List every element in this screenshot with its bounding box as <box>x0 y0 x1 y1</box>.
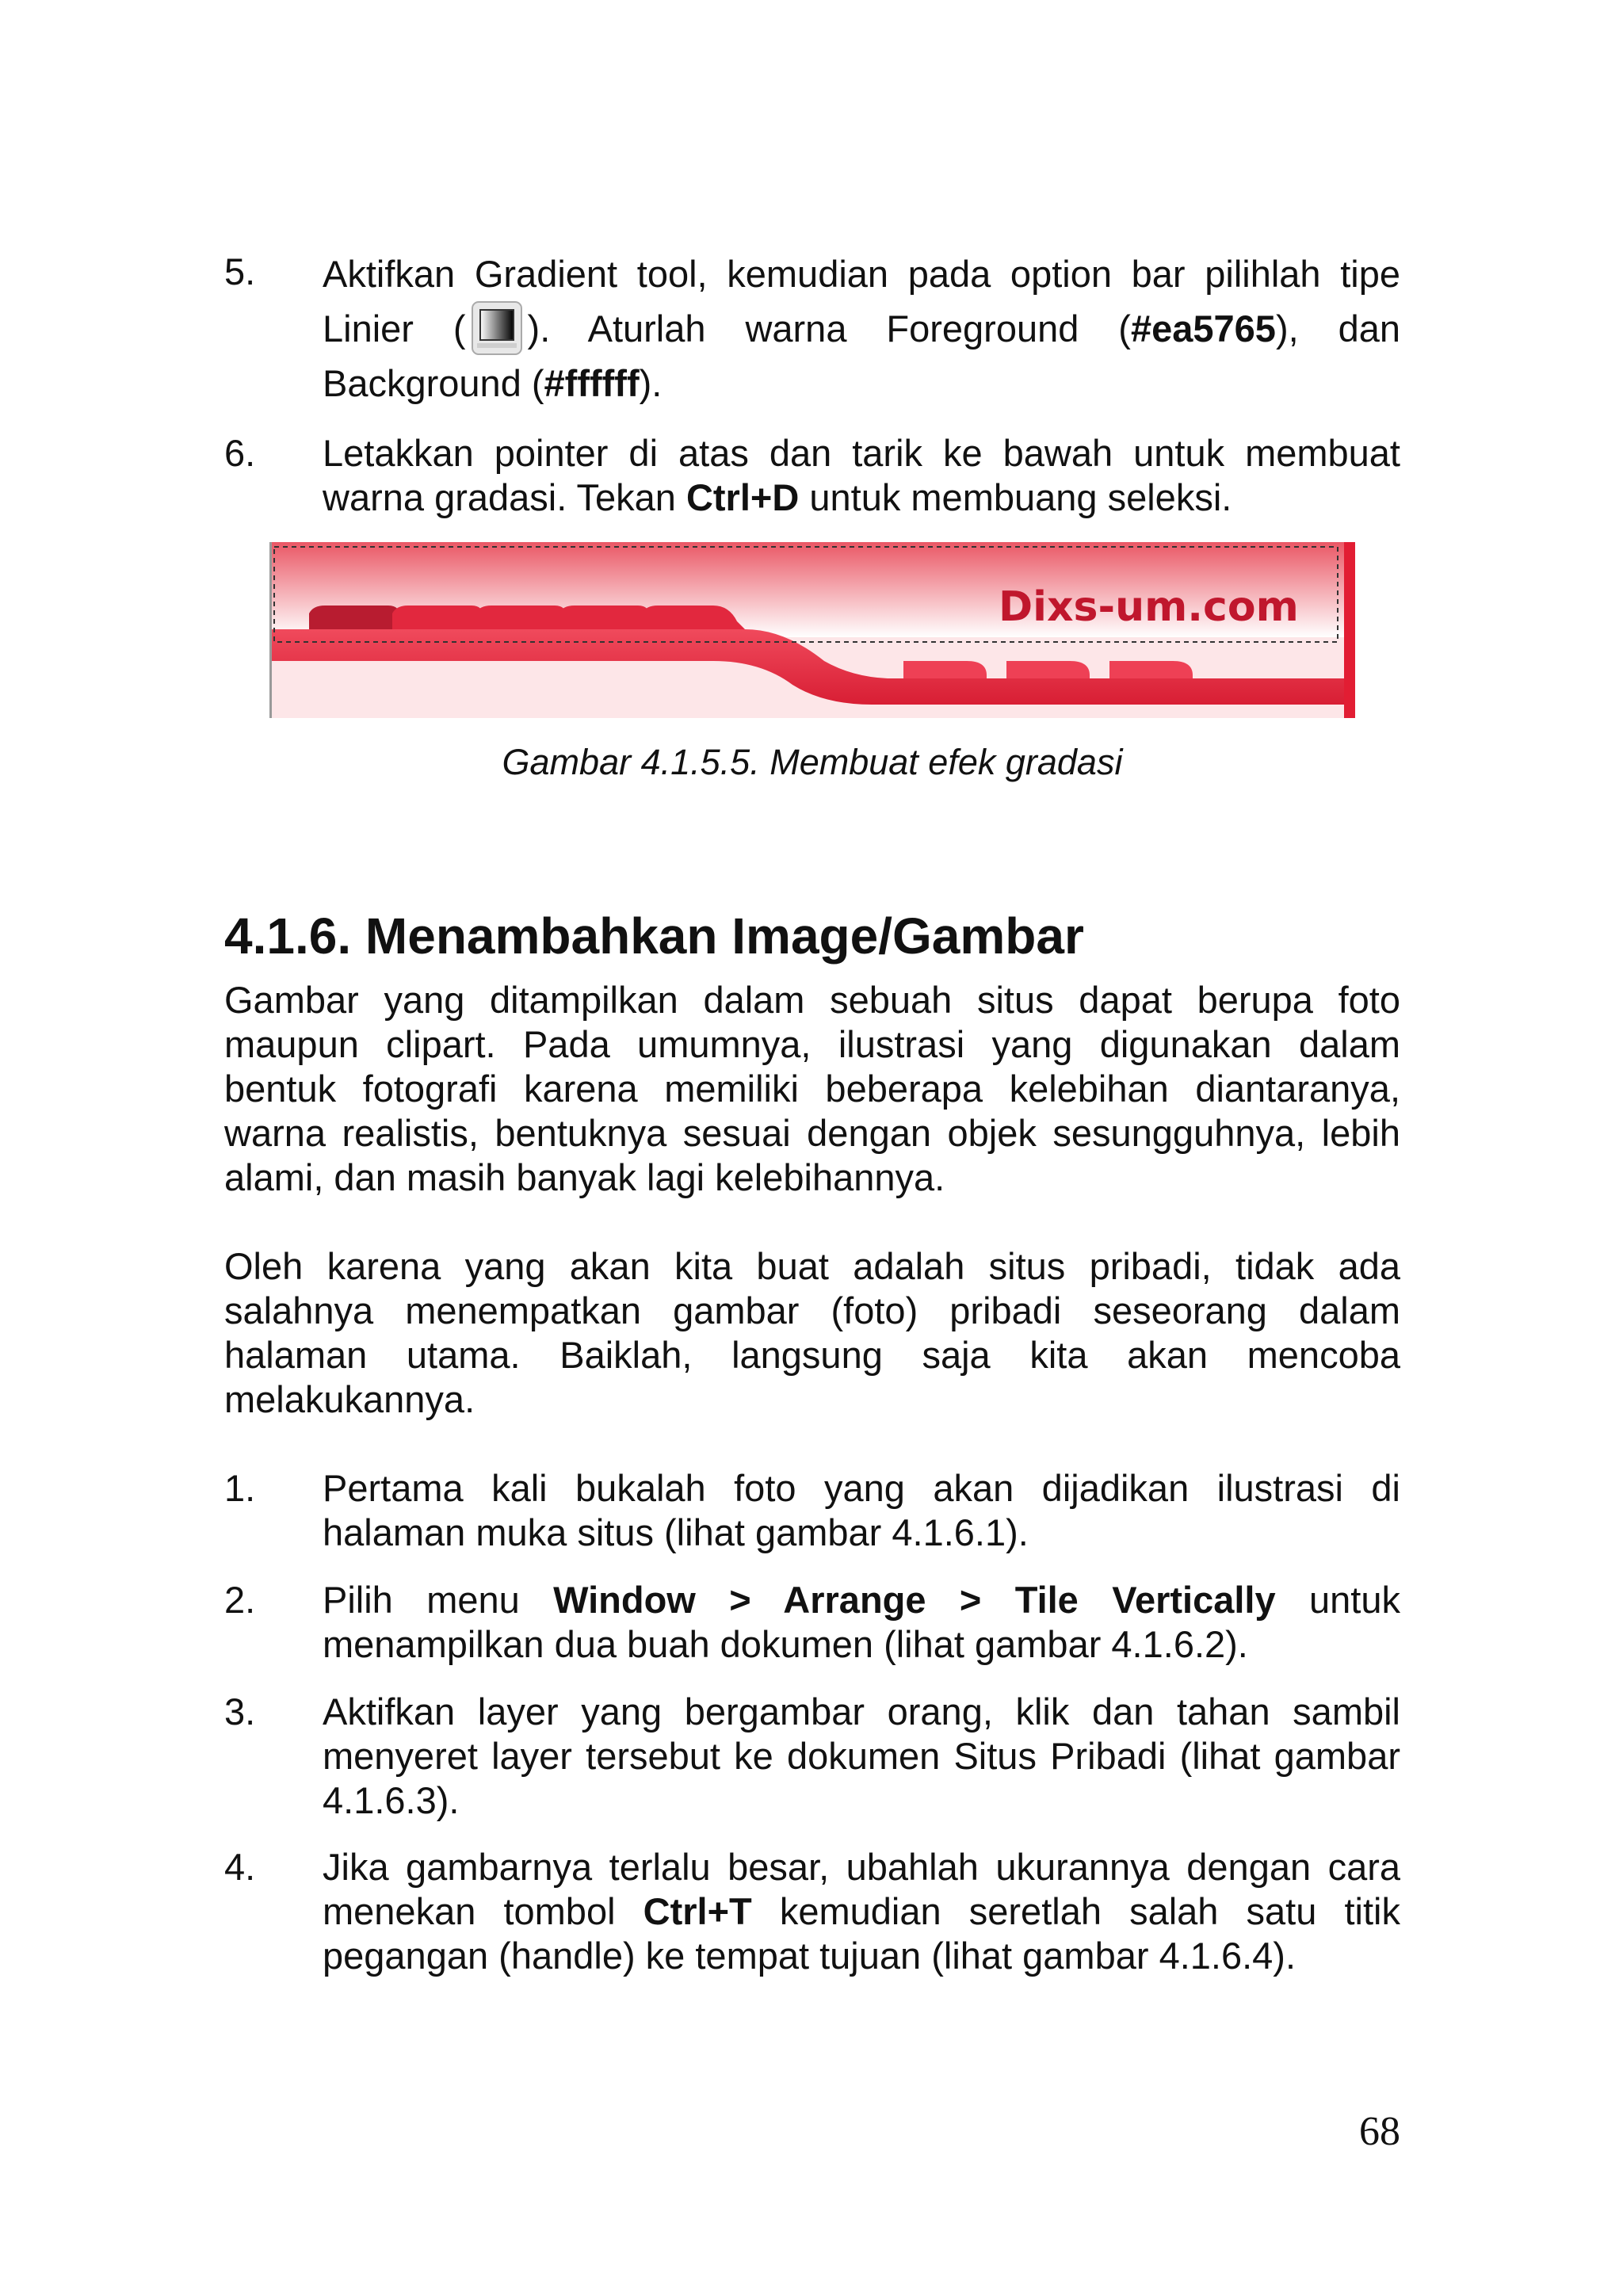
text-run: Pilih menu <box>323 1579 554 1621</box>
text-run: Pertama kali bukalah foto yang akan dijadikan ilustrasi di halaman muka situs (lihat gambar 4.1.6.1). <box>323 1467 1400 1553</box>
background-color-value: #ffffff <box>544 362 640 404</box>
list-text <box>323 250 1400 408</box>
text-run: untuk menampilkan dua buah dokumen (lihat gambar 4.1.6.2). <box>323 1579 1400 1665</box>
list-text <box>323 1690 1400 1823</box>
gradient-banner-figure <box>269 542 1355 718</box>
list-number: 2. <box>224 1579 256 1621</box>
text-run: kemudian seretlah salah satu titik pegangan (handle) ke tempat tujuan (lihat gambar 4.1.6.4). <box>323 1890 1400 1977</box>
list-number: 3. <box>224 1690 256 1733</box>
list-item-step-5 <box>224 250 1400 408</box>
text-run: Letakkan pointer di atas dan tarik ke bawah untuk membuat warna gradasi. Tekan <box>323 432 1400 518</box>
text-run: Jika gambarnya terlalu besar, ubahlah ukurannya dengan cara menekan tombol <box>323 1846 1400 1932</box>
text-run: ). <box>639 362 663 404</box>
text-run: untuk membuang seleksi. <box>799 476 1232 518</box>
text-run: ), dan Background ( <box>323 308 1400 404</box>
list-number: 5. <box>224 250 256 292</box>
list-number: 4. <box>224 1846 256 1888</box>
foreground-color-value: #ea5765 <box>1130 308 1276 350</box>
list-item-step-2 <box>224 1578 1400 1667</box>
list-number: 6. <box>224 432 256 474</box>
menu-path-text: Window > Arrange > Tile Vertically <box>553 1579 1276 1621</box>
text-run: Aktifkan Gradient tool, kemudian pada option bar pilihlah tipe Linier ( <box>323 253 1400 350</box>
page-number: 68 <box>1359 2109 1400 2154</box>
banner-logo-text: Dixs-um.com <box>999 583 1299 631</box>
list-number: 1. <box>224 1467 256 1509</box>
list-item-step-4 <box>224 1845 1400 1978</box>
text-run: Aktifkan layer yang bergambar orang, klik dan tahan sambil menyeret layer tersebut ke dokumen Situs Pribadi (lihat gambar 4.1.6.3). <box>323 1690 1400 1821</box>
section-title: 4.1.6. Menambahkan Image/Gambar <box>224 907 1084 965</box>
list-text <box>323 1578 1400 1667</box>
paragraph: Gambar yang ditampilkan dalam sebuah situs dapat berupa foto maupun clipart. Pada umumnya, ilustrasi yang digunakan dalam bentuk fotografi karena memiliki beberapa kelebihan diantaranya, warna realistis, bentuknya sesuai dengan objek sesungguhnya, lebih alami, dan masih banyak lagi kelebihannya. <box>224 979 1400 1198</box>
shortcut-text: Ctrl+T <box>643 1890 752 1932</box>
paragraph: Oleh karena yang akan kita buat adalah situs pribadi, tidak ada salahnya menempatkan gambar (foto) pribadi seseorang dalam halaman utama. Baiklah, langsung saja kita akan mencoba melakukannya. <box>224 1245 1400 1420</box>
figure-caption: Gambar 4.1.5.5. Membuat efek gradasi <box>502 742 1123 782</box>
list-item-step-1 <box>224 1466 1400 1555</box>
shortcut-text: Ctrl+D <box>685 476 800 518</box>
list-item-step-6 <box>224 431 1400 520</box>
list-item-step-3 <box>224 1690 1400 1823</box>
list-text <box>323 1845 1400 1978</box>
list-text <box>323 431 1400 520</box>
linear-gradient-icon <box>469 299 525 359</box>
text-run: ). Aturlah warna Foreground ( <box>527 308 1131 350</box>
list-text <box>323 1466 1400 1555</box>
